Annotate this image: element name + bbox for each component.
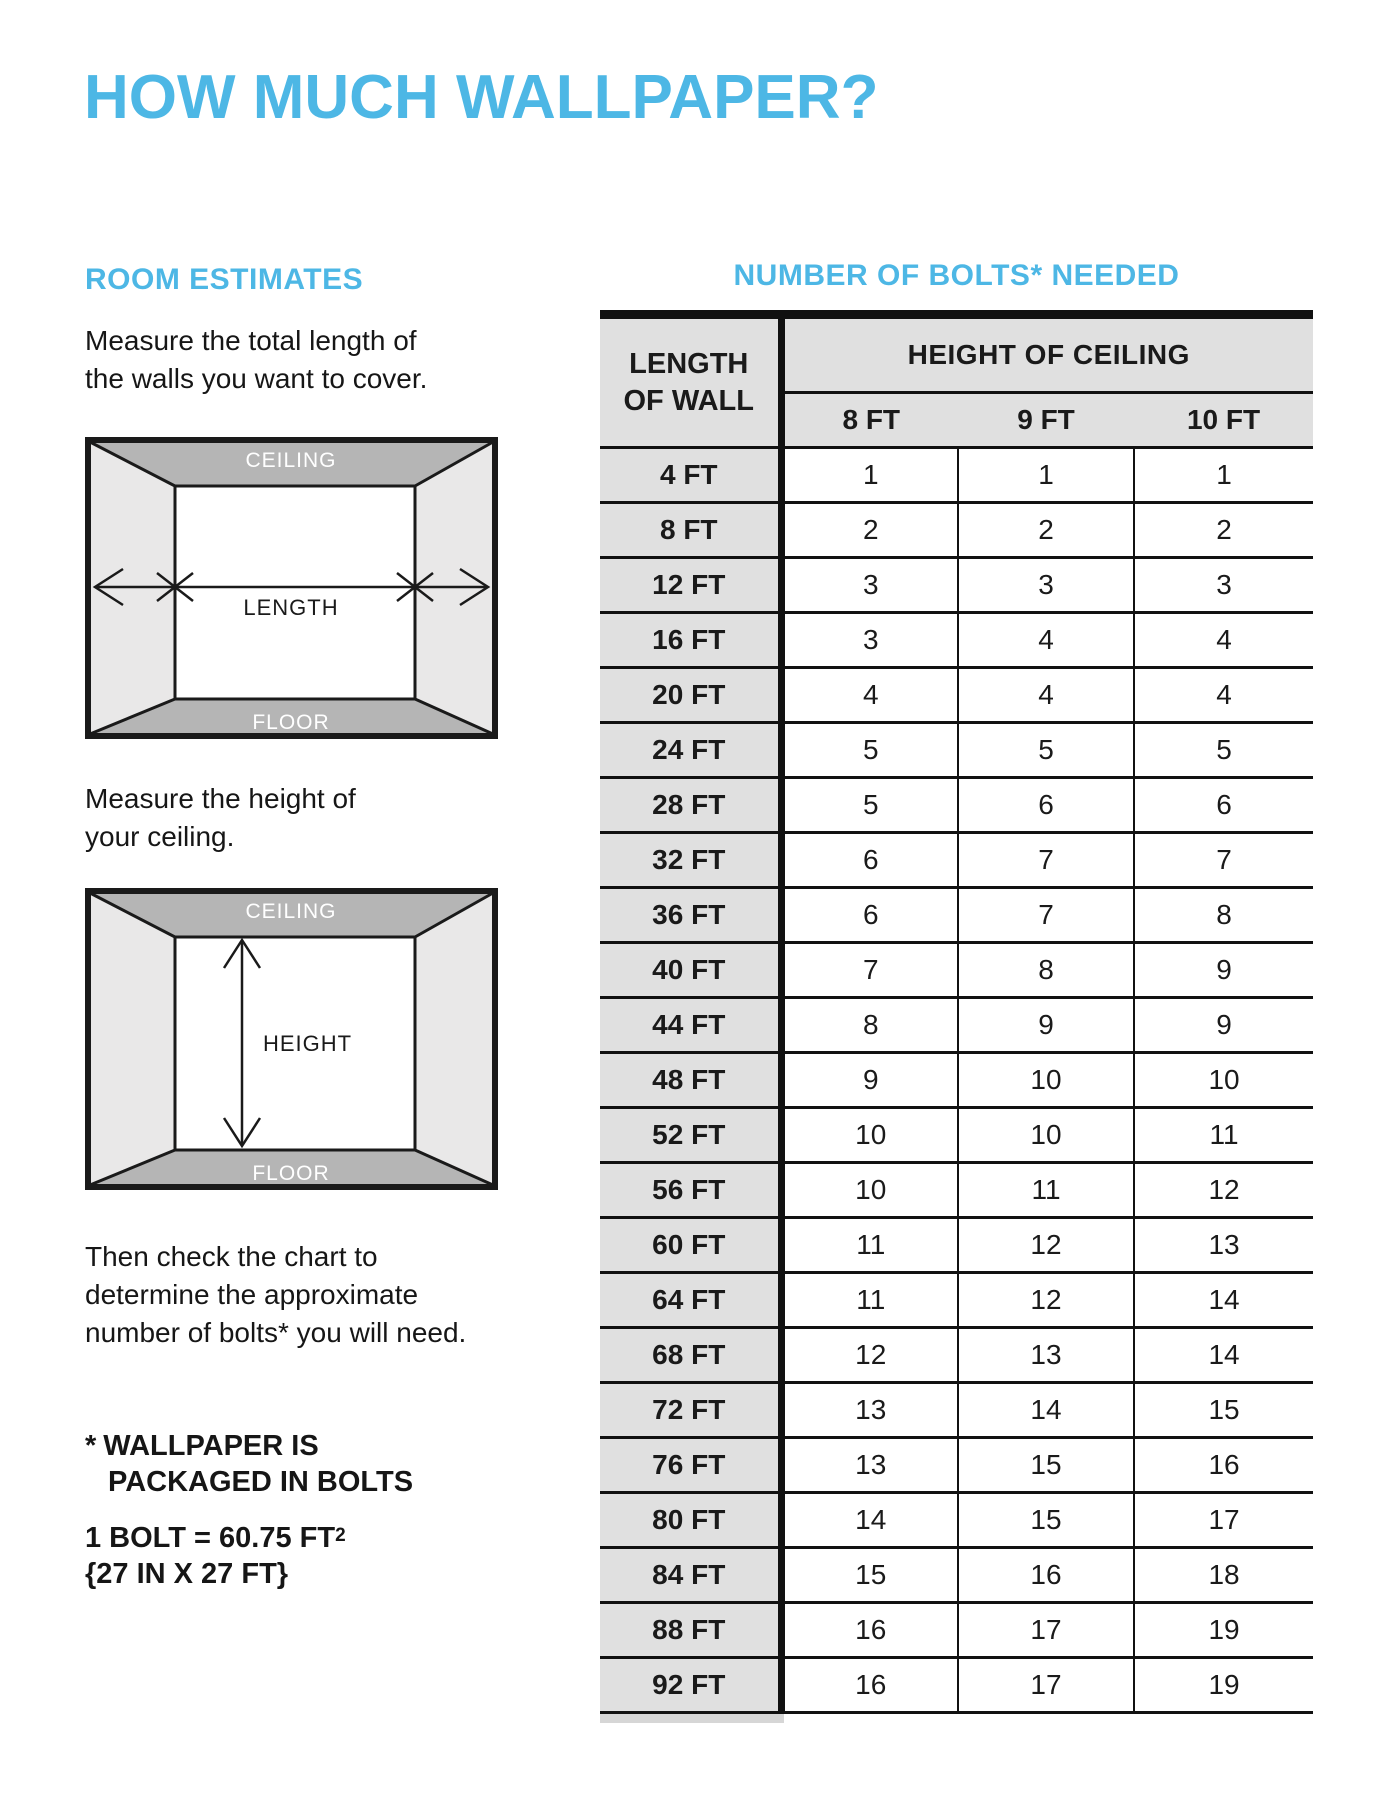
bolt-count-cell: 7 [958,888,1134,943]
table-row [600,1273,1313,1328]
table-row [600,998,1313,1053]
bolt-count-cell: 13 [781,1438,958,1493]
asterisk: * [85,1430,97,1462]
bolt-count-cell: 2 [958,503,1134,558]
exponent: 2 [335,1525,346,1546]
table-row [600,833,1313,888]
instruction-check-chart [85,1238,466,1352]
row-label-cell: 44 FT [600,998,781,1053]
bolt-count-cell: 16 [781,1603,958,1658]
table-row [600,1438,1313,1493]
ceiling-label: CEILING [245,900,337,923]
instruction-line: your ceiling. [85,821,235,852]
bolt-count-cell: 17 [958,1658,1134,1713]
table-row [600,613,1313,668]
height-of-ceiling-header: HEIGHT OF CEILING [781,315,1313,393]
instruction-measure-height [85,780,356,856]
bolt-count-cell: 10 [781,1163,958,1218]
row-label-cell: 52 FT [600,1108,781,1163]
bolt-count-cell: 13 [781,1383,958,1438]
bolt-count-cell: 19 [1134,1603,1313,1658]
row-label-cell: 28 FT [600,778,781,833]
room-estimates-heading: ROOM ESTIMATES [85,263,364,296]
instruction-line: the walls you want to cover. [85,363,428,394]
bolt-count-cell: 7 [781,943,958,998]
table-row [600,1328,1313,1383]
bolt-count-cell: 6 [781,833,958,888]
row-label-cell: 92 FT [600,1658,781,1713]
bolt-count-cell: 11 [781,1273,958,1328]
bolt-count-cell: 1 [781,448,958,503]
table-row [600,448,1313,503]
bolt-count-cell: 10 [781,1108,958,1163]
bolt-count-cell: 16 [958,1548,1134,1603]
table-row [600,1218,1313,1273]
header-line: OF WALL [623,384,754,417]
row-label-cell: 60 FT [600,1218,781,1273]
instruction-line: determine the approximate [85,1279,419,1310]
bolt-count-cell: 8 [781,998,958,1053]
bolt-count-cell: 13 [1134,1218,1313,1273]
row-label-cell: 88 FT [600,1603,781,1658]
bolt-count-cell: 7 [958,833,1134,888]
table-row [600,1603,1313,1658]
table-row [600,1383,1313,1438]
floor-label: FLOOR [252,1162,330,1185]
left-wall-surface [90,893,175,1185]
back-wall [175,486,415,699]
bolts-footnote [85,1428,413,1500]
header-line: LENGTH [629,347,749,380]
row-label-cell: 32 FT [600,833,781,888]
instruction-line: Then check the chart to [85,1241,378,1272]
row-label-cell: 24 FT [600,723,781,778]
table-row [600,778,1313,833]
bolt-count-cell: 10 [1134,1053,1313,1108]
bolt-count-cell: 11 [781,1218,958,1273]
bolt-count-cell: 12 [958,1273,1134,1328]
bolt-count-cell: 1 [1134,448,1313,503]
floor-label: FLOOR [252,711,330,734]
footnote-text: WALLPAPER IS [103,1430,319,1462]
row-label-cell: 68 FT [600,1328,781,1383]
row-label-cell: 76 FT [600,1438,781,1493]
bolt-count-cell: 15 [781,1548,958,1603]
bolt-count-cell: 3 [781,613,958,668]
bolts-table [600,310,1313,1714]
bolt-count-cell: 17 [958,1603,1134,1658]
bolt-count-cell: 6 [958,778,1134,833]
bolt-count-cell: 8 [1134,888,1313,943]
row-label-cell: 12 FT [600,558,781,613]
table-row [600,943,1313,998]
row-label-cell: 80 FT [600,1493,781,1548]
column-header-8ft: 8 FT [781,393,958,448]
bolt-count-cell: 9 [1134,998,1313,1053]
length-of-wall-header [600,315,781,448]
table-header-row [600,315,1313,393]
bolt-count-cell: 14 [1134,1328,1313,1383]
row-label-cell: 56 FT [600,1163,781,1218]
bolt-count-cell: 5 [781,723,958,778]
row-label-cell: 40 FT [600,943,781,998]
bolt-count-cell: 15 [958,1438,1134,1493]
height-label: HEIGHT [263,1031,353,1056]
bolt-count-cell: 9 [1134,943,1313,998]
bolt-count-cell: 16 [781,1658,958,1713]
bolts-table-container [600,310,1313,1723]
ceiling-label: CEILING [245,449,337,472]
column-header-9ft: 9 FT [958,393,1134,448]
bolt-count-cell: 14 [1134,1273,1313,1328]
table-row [600,503,1313,558]
bolt-count-cell: 11 [1134,1108,1313,1163]
bolt-count-cell: 4 [958,668,1134,723]
bolt-count-cell: 3 [781,558,958,613]
bolt-count-cell: 17 [1134,1493,1313,1548]
bolt-count-cell: 1 [958,448,1134,503]
bolt-count-cell: 3 [958,558,1134,613]
table-row [600,1108,1313,1163]
bolt-count-cell: 2 [1134,503,1313,558]
column-header-10ft: 10 FT [1134,393,1313,448]
bolt-count-cell: 15 [958,1493,1134,1548]
bolts-table-body [600,448,1313,1713]
instruction-line: number of bolts* you will need. [85,1317,467,1348]
bolt-equation-text: 1 BOLT = 60.75 FT [85,1522,336,1554]
bolt-count-cell: 11 [958,1163,1134,1218]
row-label-cell: 8 FT [600,503,781,558]
table-row [600,1053,1313,1108]
row-label-cell: 84 FT [600,1548,781,1603]
row-label-cell: 20 FT [600,668,781,723]
table-row [600,668,1313,723]
table-bottom-strip [600,1714,784,1723]
bolts-table-heading: NUMBER OF BOLTS* NEEDED [733,259,1180,292]
bolt-count-cell: 4 [1134,613,1313,668]
table-row [600,1493,1313,1548]
bolt-count-cell: 12 [781,1328,958,1383]
bolt-count-cell: 5 [958,723,1134,778]
bolt-dimensions: {27 IN X 27 FT} [85,1558,289,1590]
bolt-count-cell: 4 [1134,668,1313,723]
row-label-cell: 72 FT [600,1383,781,1438]
instruction-line: Measure the total length of [85,325,417,356]
bolt-count-cell: 6 [781,888,958,943]
bolt-count-cell: 19 [1134,1658,1313,1713]
bolt-count-cell: 10 [958,1053,1134,1108]
bolt-count-cell: 7 [1134,833,1313,888]
instruction-measure-length [85,322,427,398]
table-row [600,723,1313,778]
bolt-count-cell: 12 [958,1218,1134,1273]
row-label-cell: 64 FT [600,1273,781,1328]
row-label-cell: 36 FT [600,888,781,943]
instruction-line: Measure the height of [85,783,356,814]
table-row [600,1548,1313,1603]
right-wall-surface [415,893,493,1185]
bolt-count-cell: 5 [781,778,958,833]
table-row [600,888,1313,943]
bolt-count-cell: 4 [781,668,958,723]
bolt-count-cell: 9 [958,998,1134,1053]
room-length-diagram [85,437,498,739]
bolt-count-cell: 9 [781,1053,958,1108]
row-label-cell: 16 FT [600,613,781,668]
bolt-count-cell: 3 [1134,558,1313,613]
bolt-count-cell: 6 [1134,778,1313,833]
bolt-count-cell: 18 [1134,1548,1313,1603]
bolt-equation [85,1522,346,1555]
footnote-line: PACKAGED IN BOLTS [108,1466,414,1498]
bolt-count-cell: 14 [958,1383,1134,1438]
table-row [600,1658,1313,1713]
footnote-line [85,1428,413,1464]
bolt-count-cell: 13 [958,1328,1134,1383]
length-label: LENGTH [243,595,339,620]
table-row [600,1163,1313,1218]
bolt-count-cell: 10 [958,1108,1134,1163]
bolt-count-cell: 8 [958,943,1134,998]
row-label-cell: 4 FT [600,448,781,503]
bolt-count-cell: 16 [1134,1438,1313,1493]
bolt-count-cell: 12 [1134,1163,1313,1218]
bolt-count-cell: 2 [781,503,958,558]
row-label-cell: 48 FT [600,1053,781,1108]
room-height-diagram [85,888,498,1190]
bolt-count-cell: 14 [781,1493,958,1548]
table-row [600,558,1313,613]
bolt-count-cell: 4 [958,613,1134,668]
bolt-count-cell: 5 [1134,723,1313,778]
bolt-count-cell: 15 [1134,1383,1313,1438]
page-title: HOW MUCH WALLPAPER? [84,63,879,132]
